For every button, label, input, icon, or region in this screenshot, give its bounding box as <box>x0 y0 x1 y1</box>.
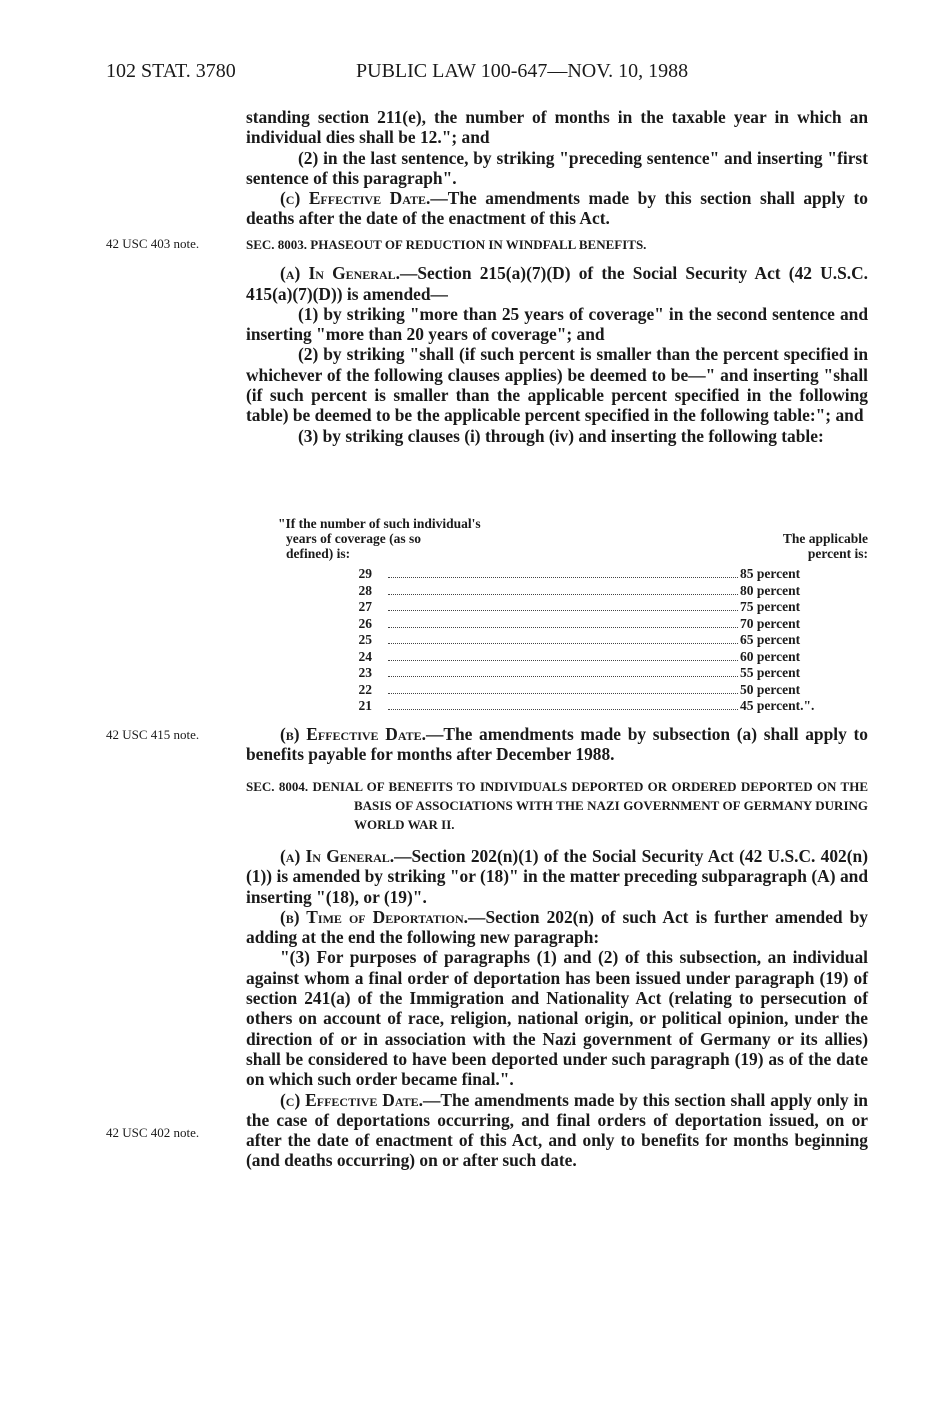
effective-text: —The amendments made by this section shall apply to deaths after the date of the enactment of this Act. <box>246 188 868 229</box>
table-row <box>246 698 868 715</box>
table-row-percent: 45 percent.". <box>740 698 815 713</box>
table-row-years: 22 <box>358 681 372 697</box>
subsection-a-label: (a) In General. <box>280 263 400 284</box>
sec8003-subsection-b <box>246 724 868 765</box>
dot-leader <box>388 577 738 578</box>
item-2: (2) in the last sentence, by striking "preceding sentence" and inserting "first sentence of this paragraph". <box>246 147 868 188</box>
table-header-right-line-2: percent is: <box>807 546 868 561</box>
sec8004-subsection-c <box>246 1090 868 1171</box>
table-row-percent: 75 percent <box>740 599 801 614</box>
coverage-table <box>246 516 868 715</box>
section-8004 <box>246 777 868 1171</box>
dot-leader <box>388 693 738 694</box>
subsection-b-text: —Section 202(n) of such Act is further amended by adding at the end the following new paragraph: <box>246 906 868 948</box>
subsection-b-label: (b) Effective Date. <box>280 724 426 744</box>
table-row <box>246 632 868 649</box>
table-row-years: 24 <box>358 648 372 664</box>
table-row-years: 23 <box>358 665 372 680</box>
table-row-percent: 55 percent <box>740 665 801 680</box>
table-row-percent: 65 percent <box>740 632 801 647</box>
table-row <box>246 566 868 583</box>
top-continuation <box>246 107 868 229</box>
table-header-right-line-1: The applicable <box>782 531 868 546</box>
table-row <box>246 665 868 682</box>
table-row-percent: 60 percent <box>740 648 801 664</box>
continued-text: standing section 211(e), the number of months in the taxable year in which an individual dies shall be 12."; and <box>246 107 868 148</box>
table-row <box>246 583 868 600</box>
subsection-c-text: —The amendments made by this section shall apply only in the case of deportations occurring, and final orders of deportation issued, on or after the date of enactment of this Act, and only to benefits for months beginning (and deaths occurring) on or after such date. <box>246 1089 868 1171</box>
table-row-percent: 70 percent <box>740 615 801 631</box>
dot-leader <box>388 627 738 628</box>
table-row-percent: 50 percent <box>740 681 801 697</box>
sec8003-subsection-a <box>246 263 868 304</box>
table-header-right <box>783 531 868 561</box>
table-row-years: 27 <box>358 599 372 614</box>
dot-leader <box>388 709 738 710</box>
section-8003 <box>246 235 868 446</box>
table-row-years: 29 <box>358 566 372 581</box>
dot-leader <box>388 594 738 595</box>
sec8004-subsection-b <box>246 907 868 948</box>
table-header-left-line-3: defined) is: <box>286 546 351 561</box>
effective-label: (c) Effective Date. <box>280 188 431 209</box>
table-header <box>246 516 868 566</box>
table-row-years: 21 <box>358 698 372 713</box>
sec8004-paragraph-3: "(3) For purposes of paragraphs (1) and (2) of this subsection, an individual against whom a final order of deportation has been issued under paragraph (19) of section 241(a) of the Immigration and Nationality Act (relating to persecution of others on account of race, religion, national origin, or political opinion, under the direction of or in association with the Nazi government of Germany or its allies) shall be considered to have been deported under such paragraph (19) as of the date on which such order became final.". <box>246 947 868 1090</box>
table-row <box>246 649 868 666</box>
subsection-a-text: —Section 202(n)(1) of the Social Security Act (42 U.S.C. 402(n)(1)) is amended by striking "or (18)" in the matter preceding subparagraph (A) and inserting "(18), or (19)". <box>246 846 868 907</box>
table-row-years: 26 <box>358 615 372 631</box>
table-row-percent: 85 percent <box>740 566 801 581</box>
margin-note-402: 42 USC 402 note. <box>106 1125 200 1140</box>
page-title: PUBLIC LAW 100-647—NOV. 10, 1988 <box>356 60 689 82</box>
sec8004-subsection-a <box>246 846 868 907</box>
dot-leader <box>388 676 738 677</box>
sec8003-effective-date-b <box>246 724 868 765</box>
dot-leader <box>388 610 738 611</box>
subsection-b-text: —The amendments made by subsection (a) shall apply to benefits payable for months after December 1988. <box>246 724 868 765</box>
dot-leader <box>388 660 738 661</box>
page-citation: 102 STAT. 3780 <box>106 60 236 82</box>
margin-note-415: 42 USC 415 note. <box>106 727 200 742</box>
subsection-b-label: (b) Time of Deportation. <box>280 906 469 927</box>
subsection-a-text: —Section 215(a)(7)(D) of the Social Security Act (42 U.S.C. 415(a)(7)(D)) is amended— <box>246 263 869 304</box>
sec8003-item-1: (1) by striking "more than 25 years of coverage" in the second sentence and inserting "more than 20 years of coverage"; and <box>246 303 868 345</box>
table-row-percent: 80 percent <box>740 582 801 598</box>
dot-leader <box>388 643 738 644</box>
section-8003-heading: SEC. 8003. PHASEOUT OF REDUCTION IN WINDFALL BENEFITS. <box>246 237 647 252</box>
effective-date-c <box>246 188 868 229</box>
subsection-c-label: (c) Effective Date. <box>280 1089 423 1110</box>
sec8003-item-2: (2) by striking "shall (if such percent is smaller than the percent specified in whichever of the following clauses applies) be deemed to be—" and inserting "shall (if such percent is smaller than the applicable percent specified in the following table) be deemed to be the applicable percent specified in the following table:"; and <box>246 344 868 426</box>
table-row <box>246 682 868 699</box>
section-8004-heading: SEC. 8004. DENIAL OF BENEFITS TO INDIVIDUALS DEPORTED OR ORDERED DEPORTED ON THE BASIS OF ASSOCIATIONS WITH THE NAZI GOVERNMENT OF GERMANY DURING WORLD WAR II. <box>246 779 868 832</box>
table-row-years: 25 <box>358 632 372 647</box>
margin-note-403: 42 USC 403 note. <box>106 236 200 251</box>
table-header-left <box>278 516 506 561</box>
table-row-years: 28 <box>358 582 372 598</box>
sec8003-item-3: (3) by striking clauses (i) through (iv) and inserting the following table: <box>298 425 824 446</box>
table-header-left-line-2: years of coverage (as so <box>286 531 421 546</box>
table-header-left-line-1: "If the number of such individual's <box>278 516 481 531</box>
table-row <box>246 599 868 616</box>
table-row <box>246 616 868 633</box>
subsection-a-label: (a) In General. <box>280 846 395 866</box>
